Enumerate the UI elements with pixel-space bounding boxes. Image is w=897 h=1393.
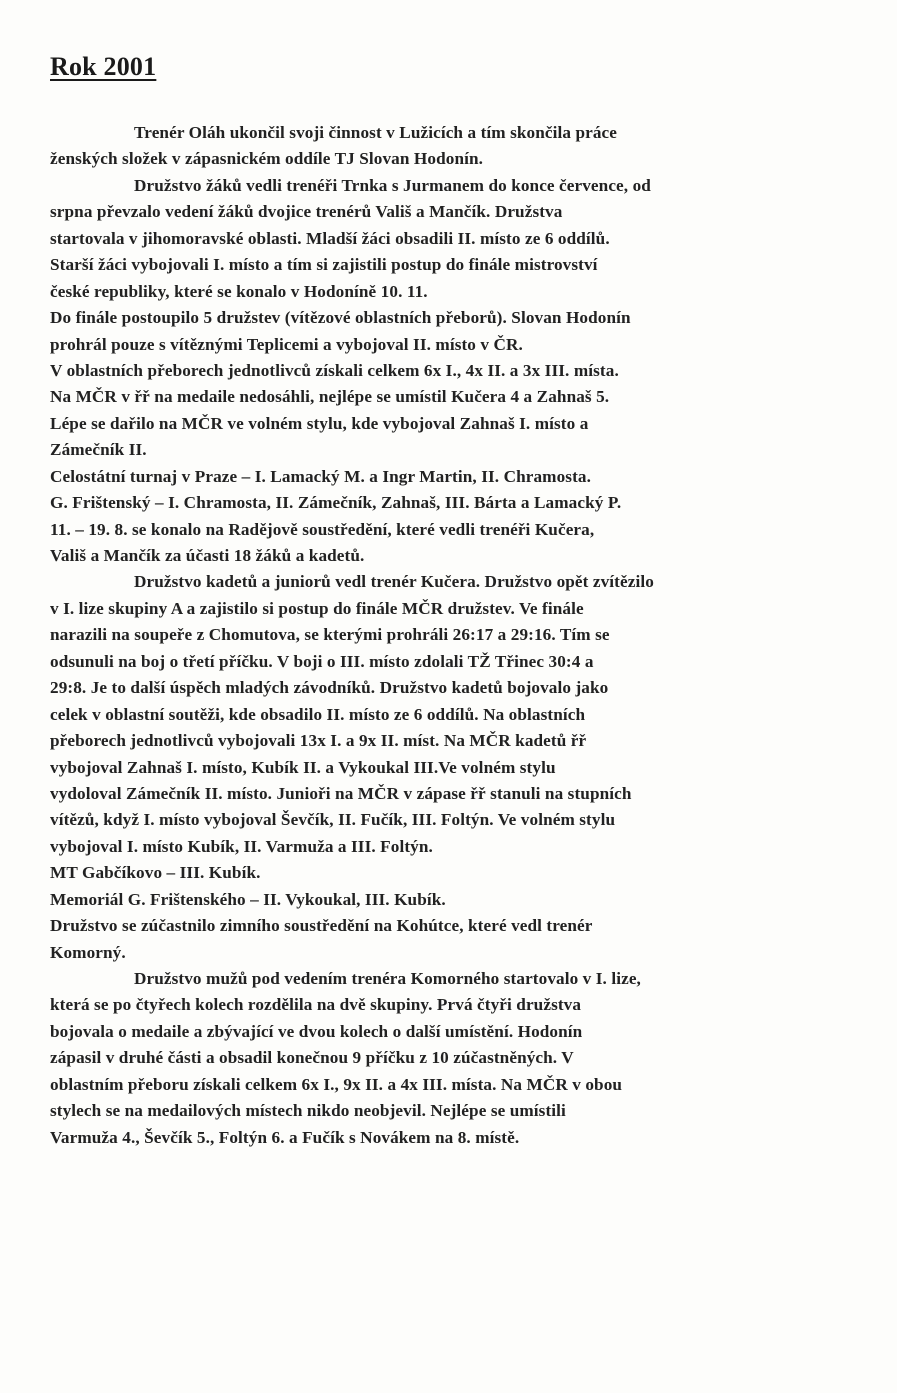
text-line: ženských složek v zápasnickém oddíle TJ Slovan Hodonín. — [50, 149, 484, 169]
text-line: Družstvo kadetů a juniorů vedl trenér Kučera. Družstvo opět zvítězilo — [134, 572, 654, 592]
text-line: V oblastních přeborech jednotlivců získali celkem 6x I., 4x II. a 3x III. místa. — [50, 360, 619, 380]
text-line: přeborech jednotlivců vybojovali 13x I. a 9x II. míst. Na MČR kadetů řř — [50, 731, 587, 751]
text-line: Varmuža 4., Ševčík 5., Foltýn 6. a Fučík s Novákem na 8. místě. — [50, 1127, 520, 1147]
text-line: Družstvo mužů pod vedením trenéra Komorného startovalo v I. lize, — [134, 969, 641, 988]
text-line: Trenér Oláh ukončil svoji činnost v Lužicích a tím skončila práce — [134, 123, 617, 142]
text-line: oblastním přeboru získali celkem 6x I., 9x II. a 4x III. místa. Na MČR v obou — [50, 1074, 623, 1094]
text-line: Celostátní turnaj v Praze – I. Lamacký M. a Ingr Martin, II. Chramosta. — [50, 466, 591, 486]
text-line: vydoloval Zámečník II. místo. Junioři na MČR v zápase řř stanuli na stupních — [50, 783, 632, 803]
page-title: Rok 2001 — [50, 52, 157, 81]
text-line: Vališ a Mančík za účasti 18 žáků a kadetů. — [50, 546, 365, 565]
text-line: vybojoval I. místo Kubík, II. Varmuža a III. Foltýn. — [50, 836, 433, 856]
text-line: bojovala o medaile a zbývající ve dvou kolech o další umístění. Hodonín — [50, 1021, 583, 1041]
text-line: 11. – 19. 8. se konalo na Radějově soustředění, které vedli trenéři Kučera, — [50, 519, 595, 539]
text-line: zápasil v druhé části a obsadil konečnou 9 příčku z 10 zúčastněných. V — [50, 1048, 574, 1068]
text-line: Do finále postoupilo 5 družstev (vítězové oblastních přeborů). Slovan Hodonín — [50, 308, 631, 328]
text-line: české republiky, které se konalo v Hodoníně 10. 11. — [50, 281, 428, 301]
text-line: srpna převzalo vedení žáků dvojice trenérů Vališ a Mančík. Družstva — [50, 202, 563, 222]
text-line: Starší žáci vybojovali I. místo a tím si zajistili postup do finále mistrovství — [50, 255, 598, 275]
text-line: G. Frištenský – I. Chramosta, II. Zámečník, Zahnaš, III. Bárta a Lamacký P. — [50, 493, 622, 513]
text-line: narazili na soupeře z Chomutova, se kterými prohráli 26:17 a 29:16. Tím se — [50, 625, 610, 645]
text-line: která se po čtyřech kolech rozdělila na dvě skupiny. Prvá čtyři družstva — [50, 995, 582, 1015]
text-line: startovala v jihomoravské oblasti. Mladší žáci obsadili II. místo ze 6 oddílů. — [50, 228, 610, 248]
text-line: 29:8. Je to další úspěch mladých závodníků. Družstvo kadetů bojovalo jako — [50, 678, 609, 698]
text-line: Memoriál G. Frištenského – II. Vykoukal, III. Kubík. — [50, 889, 446, 909]
text-line: Družstvo žáků vedli trenéři Trnka s Jurmanem do konce července, od — [134, 175, 651, 195]
text-line: odsunuli na boj o třetí příčku. V boji o III. místo zdolali TŽ Třinec 30:4 a — [50, 651, 594, 671]
text-line: Komorný. — [50, 942, 126, 962]
text-line: vybojoval Zahnaš I. místo, Kubík II. a Vykoukal III.Ve volném stylu — [50, 757, 556, 777]
text-line: celek v oblastní soutěži, kde obsadilo II. místo ze 6 oddílů. Na oblastních — [50, 704, 586, 724]
text-line: Zámečník II. — [50, 440, 147, 460]
document-body — [50, 120, 850, 1151]
text-line: MT Gabčíkovo – III. Kubík. — [50, 863, 261, 883]
text-line: Družstvo se zúčastnilo zimního soustředění na Kohútce, které vedl trenér — [50, 916, 593, 936]
text-line: Lépe se dařilo na MČR ve volném stylu, kde vybojoval Zahnaš I. místo a — [50, 413, 589, 433]
text-line: v I. lize skupiny A a zajistilo si postup do finále MČR družstev. Ve finále — [50, 598, 584, 618]
text-line: vítězů, když I. místo vybojoval Ševčík, II. Fučík, III. Foltýn. Ve volném stylu — [50, 810, 616, 830]
text-line: prohrál pouze s vítěznými Teplicemi a vybojoval II. místo v ČR. — [50, 334, 523, 354]
text-line: Na MČR v řř na medaile nedosáhli, nejlépe se umístil Kučera 4 a Zahnaš 5. — [50, 387, 610, 407]
text-line: stylech se na medailových místech nikdo neobjevil. Nejlépe se umístili — [50, 1101, 566, 1121]
